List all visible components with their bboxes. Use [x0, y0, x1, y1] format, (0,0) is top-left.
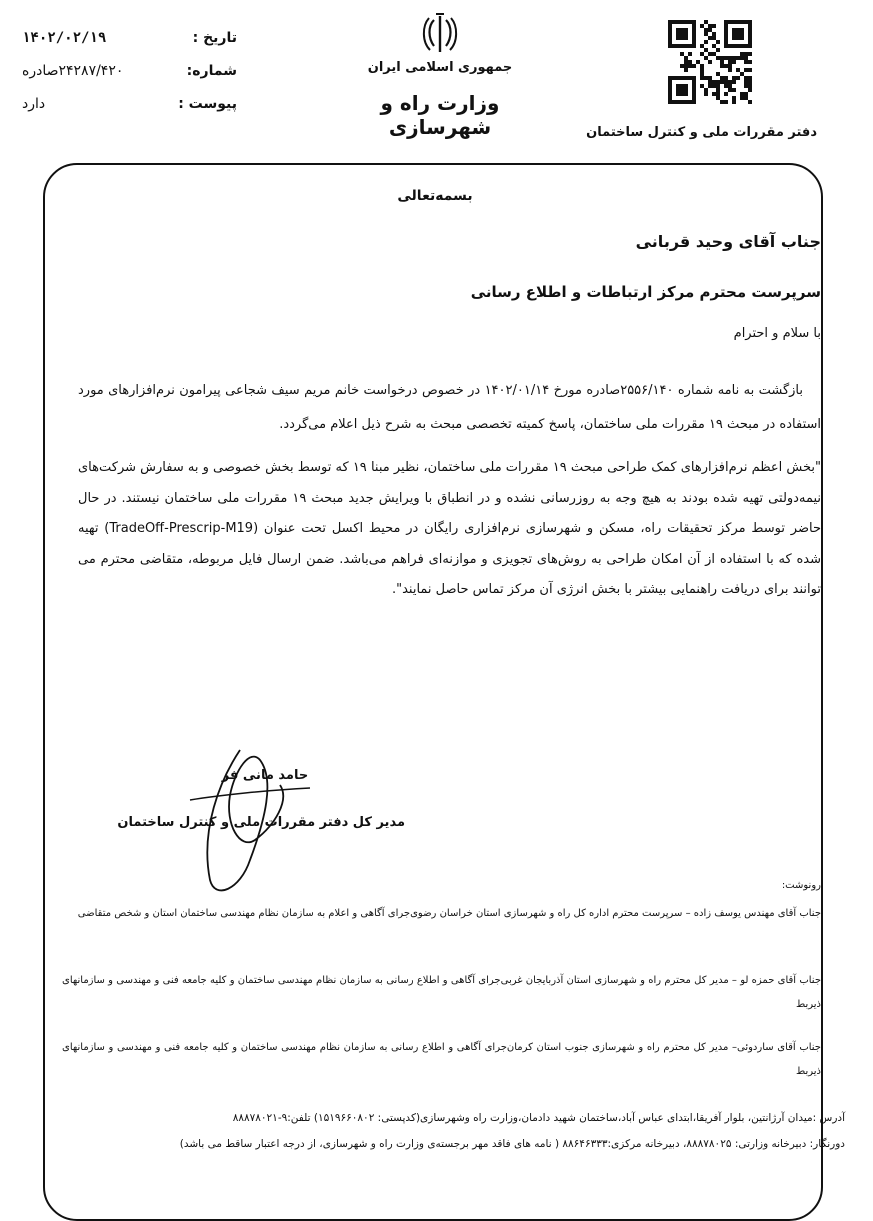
paragraph-1: بازگشت به نامه شماره ۲۵۵۶/۱۴۰صادره مورخ ۱۴۰۲/۰۱/۱۴ در خصوص درخواست خانم مریم سیف شجاعی پیرامون نرم‌افزارهای مورد استفاده در مبحث ۱۹ مقررات ملی ساختمان، پاسخ کمیته تخصصی مبحث به شرح ذیل اعلام می‌گردد. — [78, 383, 821, 432]
paragraph-2: "بخش اعظم نرم‌افزارهای کمک طراحی مبحث ۱۹ مقررات ملی ساختمان، نظیر مبنا ۱۹ که توسط بخش خصوصی و به سفارش شرکت‌های نیمه‌دولتی تهیه شده بودند به هیچ وجه به روزرسانی نشده و در انطباق با ویرایش جدید مبحث ۱۹ مقررات ملی ساختمان نیستند. در حال حاضر توسط مرکز تحقیقات راه، مسکن و شهرسازی نرم‌افزاری رایگان در محیط اکسل تحت عنوان (TradeOff-Prescrip-M19) تهیه شده که با استفاده از آن امکان طراحی به روش‌های تجویزی و موازنه‌ای فراهم می‌باشد. ضمن ارسال فایل مربوطه، متقاضی محترم می توانند برای دریافت راهنمایی بیشتر با بخش انرژی آن مرکز تماس حاصل نمایند". — [78, 460, 821, 597]
attachment-label: پیوست : — [178, 96, 237, 112]
office-name: دفتر مقررات ملی و کنترل ساختمان — [586, 125, 817, 140]
date-value: ۱۴۰۲/۰۲/۱۹ — [22, 30, 107, 46]
letterhead — [330, 12, 550, 139]
bismillah: بسمه‌تعالی — [397, 188, 473, 204]
country-name: جمهوری اسلامی ایران — [367, 60, 513, 75]
number-value: ۲۴۲۸۷/۴۲۰صادره — [22, 63, 124, 79]
copy-item: جناب آقای مهندس یوسف زاده – سرپرست محترم اداره کل راه و شهرسازی استان خراسان رضوی‌جرای آگاهی و اعلام به سازمان نظام مهندسی ساختمان استان و شخص متقاضی — [77, 908, 821, 919]
copy-item: جناب آقای ساردوئی– مدیر کل محترم راه و شهرسازی جنوب استان کرمان‌جرای آگاهی و اطلاع رسانی به سازمان نظام مهندسی ساختمان و کلیه جامعه فنی و مهندسی و سازمانهای ذیربط — [62, 1042, 821, 1077]
number-row — [22, 63, 237, 96]
qr-code-icon — [668, 20, 752, 104]
iran-emblem-icon — [420, 12, 460, 56]
greeting: با سلام و احترام — [733, 326, 821, 341]
date-row — [22, 30, 237, 63]
signer-name: حامد مانی فر — [221, 768, 309, 783]
attachment-row — [22, 96, 237, 129]
footer-address: آدرس :میدان آرژانتین، بلوار آفریقا،ابتدای عباس آباد،ساختمان شهید دادمان،وزارت راه وشهرسازی(کدپستی: ۱۵۱۹۶۶۰۸۰۲) تلفن:۹-۸۸۸۷۸۰۲۱ — [232, 1112, 845, 1124]
date-label: تاریخ : — [192, 30, 237, 46]
copies-heading: رونوشت: — [781, 880, 821, 891]
letter-meta — [22, 30, 237, 129]
ministry-name: وزارت راه و شهرسازی — [380, 91, 500, 139]
addressee-position: سرپرست محترم مرکز ارتباطات و اطلاع رسانی — [470, 283, 821, 301]
addressee: جناب آقای وحید قربانی — [635, 232, 821, 251]
number-label: شماره: — [186, 63, 237, 79]
copy-item: جناب آقای حمزه لو – مدیر کل محترم راه و شهرسازی استان آذربایجان غربی‌جرای آگاهی و اطلاع رسانی به سازمان نظام مهندسی ساختمان و کلیه جامعه فنی و مهندسی و سازمانهای ذیربط — [62, 975, 821, 1010]
attachment-value: دارد — [22, 96, 46, 112]
footer-fax: دورنگار: دبیرخانه وزارتی: ۸۸۸۷۸۰۲۵، دبیرخانه مرکزی:۸۸۶۴۶۳۳۳ ( نامه های فاقد مهر برجسته‌ی وزارت راه و شهرسازی، از درجه اعتبار ساقط می باشد) — [179, 1138, 845, 1150]
signer-title: مدیر کل دفتر مقررات ملی و کنترل ساختمان — [117, 815, 405, 830]
